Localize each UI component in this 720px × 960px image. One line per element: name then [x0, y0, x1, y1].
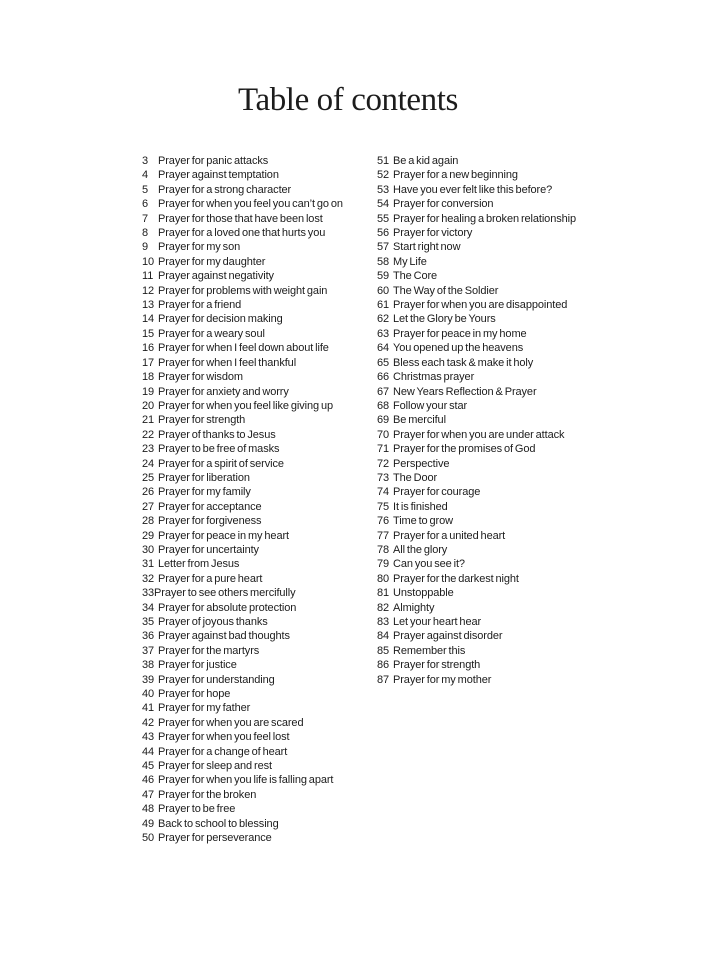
toc-entry-page-number: 11 — [142, 270, 154, 283]
toc-entry — [377, 255, 607, 269]
toc-entry-title: Prayer for when I feel down about life — [158, 342, 329, 355]
toc-entry — [142, 701, 377, 715]
toc-entry-page-number: 53 — [377, 183, 390, 196]
toc-entry — [142, 356, 377, 370]
toc-entry — [377, 629, 607, 643]
toc-entry — [142, 284, 377, 298]
toc-entry — [142, 687, 377, 701]
toc-entry-page-number: 7 — [142, 212, 149, 225]
toc-entry — [142, 413, 377, 427]
toc-columns — [142, 154, 607, 846]
toc-entry — [142, 255, 377, 269]
toc-entry — [377, 413, 607, 427]
toc-entry-page-number: 54 — [377, 198, 390, 211]
toc-entry-title: Prayer for when you feel lost — [158, 731, 290, 744]
toc-entry-title: Prayer for when you are scared — [158, 716, 304, 729]
toc-entry-title: Prayer for a strong character — [158, 183, 292, 196]
toc-entry-title: Prayer to be free of masks — [158, 443, 280, 456]
toc-entry — [377, 644, 607, 658]
toc-entry — [377, 312, 607, 326]
toc-entry-page-number: 37 — [142, 644, 155, 657]
toc-entry — [142, 269, 377, 283]
toc-entry — [142, 773, 377, 787]
toc-entry-page-number: 24 — [142, 457, 155, 470]
toc-entry-page-number: 56 — [377, 227, 390, 240]
toc-entry-title: Prayer for hope — [158, 688, 231, 701]
toc-column-left — [142, 154, 377, 846]
toc-entry-page-number: 82 — [377, 601, 390, 614]
toc-entry-title: Prayer for the broken — [158, 788, 257, 801]
toc-entry-page-number: 68 — [377, 399, 390, 412]
toc-entry-title: Prayer for healing a broken relationship — [393, 212, 577, 225]
toc-entry — [377, 442, 607, 456]
toc-entry-page-number: 46 — [142, 774, 155, 787]
toc-entry-title: Prayer for a change of heart — [158, 745, 288, 758]
toc-entry-title: Almighty — [393, 601, 435, 614]
toc-entry — [377, 168, 607, 182]
toc-entry — [142, 442, 377, 456]
toc-entry-title: Prayer for justice — [158, 659, 237, 672]
toc-entry-page-number: 34 — [142, 601, 155, 614]
toc-entry-title: Prayer for panic attacks — [158, 155, 269, 167]
toc-entry-page-number: 67 — [377, 385, 390, 398]
toc-entry-title: Prayer for a weary soul — [158, 327, 265, 340]
toc-entry-title: Prayer against disorder — [393, 630, 503, 643]
toc-entry-page-number: 66 — [377, 371, 390, 384]
toc-entry-title: Let the Glory be Yours — [393, 313, 496, 326]
toc-entry-page-number: 58 — [377, 255, 390, 268]
toc-entry — [377, 514, 607, 528]
toc-entry-page-number: 70 — [377, 428, 390, 441]
toc-entry — [142, 557, 377, 571]
toc-entry — [377, 658, 607, 672]
toc-entry-title: Christmas prayer — [393, 371, 475, 384]
toc-entry-title: Prayer for peace in my heart — [158, 529, 289, 542]
toc-entry-title: Prayer for when you are under attack — [393, 428, 565, 441]
toc-entry-title: Start right now — [393, 241, 461, 254]
toc-entry-title: Prayer for my daughter — [158, 255, 266, 268]
toc-entry — [142, 601, 377, 615]
toc-entry — [142, 500, 377, 514]
toc-entry — [142, 658, 377, 672]
toc-entry — [142, 240, 377, 254]
toc-entry-page-number: 35 — [142, 616, 155, 628]
toc-entry-title: The Door — [393, 471, 438, 484]
toc-entry-page-number: 84 — [377, 630, 390, 643]
toc-entry-title: Prayer for the promises of God — [393, 443, 536, 456]
toc-entry-page-number: 21 — [142, 414, 155, 427]
toc-entry — [142, 428, 377, 442]
toc-entry-page-number: 41 — [142, 702, 155, 715]
toc-entry — [142, 514, 377, 528]
toc-entry-page-number: 26 — [142, 486, 155, 499]
toc-entry-page-number: 42 — [142, 716, 155, 729]
toc-entry-page-number: 47 — [142, 788, 155, 801]
toc-entry-title: Prayer for problems with weight gain — [158, 284, 328, 297]
toc-entry-title: The Way of the Soldier — [393, 284, 499, 297]
toc-entry-title: Prayer for understanding — [158, 673, 275, 686]
toc-entry-page-number: 25 — [142, 471, 155, 484]
toc-entry-page-number: 17 — [142, 356, 155, 369]
toc-entry-page-number: 29 — [142, 529, 155, 542]
toc-entry — [142, 471, 377, 485]
toc-entry — [377, 212, 607, 226]
toc-entry — [377, 557, 607, 571]
toc-entry — [142, 312, 377, 326]
page-title: Table of contents — [238, 82, 458, 118]
toc-entry — [142, 572, 377, 586]
toc-entry-title: Prayer for when you feel you can’t go on — [158, 198, 343, 211]
toc-entry-title: Prayer for when you life is falling apart — [158, 774, 334, 787]
toc-entry-page-number: 73 — [377, 471, 390, 484]
toc-entry-page-number: 78 — [377, 543, 390, 556]
toc-entry-title: Prayer for perseverance — [158, 832, 272, 845]
toc-entry — [142, 788, 377, 802]
toc-entry — [142, 298, 377, 312]
toc-entry-title: Prayer for a loved one that hurts you — [158, 227, 326, 240]
toc-entry — [142, 168, 377, 182]
toc-entry-title: Unstoppable — [393, 587, 454, 600]
toc-entry-title: Prayer of joyous thanks — [158, 616, 268, 628]
toc-entry-title: Prayer for sleep and rest — [158, 760, 272, 773]
toc-entry-title: Be merciful — [393, 414, 446, 427]
toc-entry — [377, 543, 607, 557]
toc-entry-page-number: 72 — [377, 457, 390, 470]
toc-entry-title: You opened up the heavens — [393, 342, 524, 355]
toc-entry — [377, 457, 607, 471]
toc-entry — [377, 586, 607, 600]
toc-entry-page-number: 57 — [377, 241, 390, 254]
toc-entry-page-number: 44 — [142, 745, 155, 758]
toc-entry-title: Prayer for my father — [158, 702, 251, 715]
toc-entry-page-number: 62 — [377, 313, 390, 326]
toc-entry — [142, 615, 377, 629]
toc-entry-page-number: 75 — [377, 500, 390, 513]
toc-entry — [377, 428, 607, 442]
toc-entry-title: Prayer for peace in my home — [393, 327, 527, 340]
toc-entry-title: Perspective — [393, 457, 450, 470]
toc-entry-page-number: 33 — [142, 587, 155, 600]
toc-entry-page-number: 48 — [142, 803, 155, 816]
toc-entry-page-number: 55 — [377, 212, 390, 225]
toc-entry-page-number: 10 — [142, 255, 155, 268]
toc-entry-title: Follow your star — [393, 399, 468, 412]
toc-entry — [377, 673, 607, 687]
toc-entry — [142, 197, 377, 211]
toc-entry-page-number: 38 — [142, 659, 155, 672]
toc-entry-page-number: 32 — [142, 572, 155, 585]
toc-entry-page-number: 69 — [377, 414, 390, 427]
toc-entry-page-number: 71 — [377, 443, 390, 456]
toc-entry — [377, 601, 607, 615]
toc-entry-title: Prayer for acceptance — [158, 500, 262, 513]
toc-entry-page-number: 23 — [142, 443, 155, 456]
toc-entry-title: Back to school to blessing — [158, 817, 279, 830]
toc-entry-title: Prayer for when I feel thankful — [158, 356, 297, 369]
toc-entry-title: Prayer for the martyrs — [158, 644, 260, 657]
toc-entry-title: Prayer for wisdom — [158, 371, 243, 384]
toc-entry — [142, 226, 377, 240]
toc-entry-title: Prayer for a united heart — [393, 529, 506, 542]
toc-entry-page-number: 64 — [377, 342, 390, 355]
toc-entry — [142, 586, 377, 600]
toc-entry — [142, 385, 377, 399]
toc-entry-title: The Core — [393, 270, 438, 283]
toc-entry-page-number: 76 — [377, 515, 390, 528]
toc-entry-page-number: 3 — [142, 155, 149, 167]
toc-entry — [142, 831, 377, 845]
toc-entry-page-number: 39 — [142, 673, 155, 686]
toc-entry-page-number: 52 — [377, 169, 390, 182]
toc-entry-title: Prayer against bad thoughts — [158, 630, 290, 643]
toc-entry-title: Let your heart hear — [393, 616, 482, 628]
toc-entry-page-number: 83 — [377, 616, 390, 628]
toc-entry-page-number: 87 — [377, 673, 390, 686]
toc-entry — [377, 356, 607, 370]
toc-entry — [142, 327, 377, 341]
toc-entry-title: Prayer against negativity — [158, 270, 274, 283]
toc-entry-title: Prayer for when you feel like giving up — [158, 399, 333, 412]
toc-entry-title: Prayer for liberation — [158, 471, 250, 484]
toc-entry — [142, 745, 377, 759]
toc-entry-title: All the glory — [393, 543, 448, 556]
toc-entry — [377, 154, 607, 168]
toc-entry-title: Be a kid again — [393, 155, 459, 167]
toc-entry-page-number: 74 — [377, 486, 390, 499]
toc-entry-page-number: 61 — [377, 299, 390, 312]
toc-column-right — [377, 154, 607, 687]
toc-entry-page-number: 12 — [142, 284, 155, 297]
toc-entry — [377, 485, 607, 499]
toc-entry-page-number: 51 — [377, 155, 390, 167]
toc-entry-title: Prayer for the darkest night — [393, 572, 519, 585]
toc-entry-title: Prayer for courage — [393, 486, 481, 499]
toc-entry-title: Have you ever felt like this before? — [393, 183, 553, 196]
toc-entry-page-number: 81 — [377, 587, 390, 600]
toc-entry — [377, 327, 607, 341]
toc-entry — [142, 154, 377, 168]
toc-entry — [377, 284, 607, 298]
toc-entry-title: Prayer for uncertainty — [158, 543, 259, 556]
toc-entry-page-number: 16 — [142, 342, 155, 355]
toc-entry-title: It is finished — [393, 500, 448, 513]
toc-entry-title: Prayer for those that have been lost — [158, 212, 323, 225]
toc-entry-title: Prayer for a spirit of service — [158, 457, 284, 470]
toc-entry-title: Prayer for a friend — [158, 299, 242, 312]
toc-entry — [377, 385, 607, 399]
toc-entry — [377, 269, 607, 283]
toc-entry — [377, 572, 607, 586]
toc-entry-title: Prayer for conversion — [393, 198, 494, 211]
toc-entry-title: Prayer for a pure heart — [158, 572, 263, 585]
toc-entry — [377, 183, 607, 197]
toc-entry-title: Prayer for a new beginning — [393, 169, 518, 182]
toc-entry-page-number: 18 — [142, 371, 155, 384]
toc-entry-page-number: 60 — [377, 284, 390, 297]
toc-entry-page-number: 85 — [377, 644, 390, 657]
toc-entry-page-number: 80 — [377, 572, 390, 585]
toc-entry-page-number: 59 — [377, 270, 390, 283]
toc-entry — [142, 673, 377, 687]
toc-entry — [377, 615, 607, 629]
toc-entry — [377, 298, 607, 312]
toc-entry-page-number: 65 — [377, 356, 390, 369]
toc-entry-page-number: 13 — [142, 299, 155, 312]
toc-entry-title: Can you see it? — [393, 558, 465, 571]
toc-entry-title: Prayer for my mother — [393, 673, 492, 686]
toc-entry — [142, 759, 377, 773]
toc-entry-title: Prayer for my son — [158, 241, 241, 254]
toc-entry-page-number: 77 — [377, 529, 390, 542]
toc-entry-title: Prayer for decision making — [158, 313, 283, 326]
toc-entry — [142, 644, 377, 658]
toc-entry-page-number: 22 — [142, 428, 155, 441]
toc-entry — [377, 341, 607, 355]
toc-entry-title: Prayer for my family — [158, 486, 251, 499]
toc-entry-page-number: 30 — [142, 543, 155, 556]
toc-entry — [142, 485, 377, 499]
toc-entry — [377, 471, 607, 485]
toc-entry — [377, 226, 607, 240]
toc-entry-page-number: 20 — [142, 399, 155, 412]
toc-entry — [142, 341, 377, 355]
toc-entry-title: Letter from Jesus — [158, 558, 240, 571]
toc-entry-title: Remember this — [393, 644, 466, 657]
toc-entry — [142, 716, 377, 730]
toc-entry-page-number: 15 — [142, 327, 155, 340]
toc-entry-page-number: 5 — [142, 183, 149, 196]
toc-entry-page-number: 19 — [142, 385, 155, 398]
toc-entry — [377, 500, 607, 514]
toc-entry-page-number: 9 — [142, 241, 149, 254]
toc-entry-title: Prayer against temptation — [158, 169, 279, 182]
toc-entry-title: Time to grow — [393, 515, 453, 528]
toc-entry-title: Prayer for forgiveness — [158, 515, 262, 528]
toc-entry-page-number: 6 — [142, 198, 149, 211]
toc-entry-page-number: 86 — [377, 659, 390, 672]
toc-entry-title: Prayer for absolute protection — [158, 601, 297, 614]
toc-entry-page-number: 27 — [142, 500, 155, 513]
toc-entry-title: Prayer to see others mercifully — [154, 587, 296, 600]
toc-entry — [142, 629, 377, 643]
toc-entry-title: Prayer to be free — [158, 803, 236, 816]
toc-entry-page-number: 79 — [377, 558, 390, 571]
toc-entry-title: My Life — [393, 255, 427, 268]
toc-entry-page-number: 28 — [142, 515, 155, 528]
toc-entry-page-number: 31 — [142, 558, 155, 571]
toc-entry-page-number: 63 — [377, 327, 390, 340]
toc-entry-page-number: 45 — [142, 760, 155, 773]
toc-entry-page-number: 43 — [142, 731, 155, 744]
toc-entry — [142, 802, 377, 816]
toc-entry-page-number: 4 — [142, 169, 149, 182]
toc-entry-title: New Years Reflection & Prayer — [393, 385, 537, 398]
toc-entry-title: Prayer for strength — [158, 414, 246, 427]
toc-entry — [142, 543, 377, 557]
toc-entry-title: Prayer of thanks to Jesus — [158, 428, 276, 441]
toc-entry-page-number: 40 — [142, 688, 155, 701]
toc-entry-title: Prayer for victory — [393, 227, 473, 240]
toc-entry — [377, 399, 607, 413]
toc-entry-title: Prayer for when you are disappointed — [393, 299, 568, 312]
toc-entry — [142, 183, 377, 197]
toc-entry — [142, 457, 377, 471]
toc-entry-page-number: 36 — [142, 630, 155, 643]
toc-entry-title: Bless each task & make it holy — [393, 356, 534, 369]
toc-entry — [142, 212, 377, 226]
toc-entry — [377, 529, 607, 543]
toc-entry-page-number: 50 — [142, 832, 155, 845]
toc-entry — [142, 817, 377, 831]
toc-entry-page-number: 8 — [142, 227, 149, 240]
toc-entry — [142, 399, 377, 413]
toc-entry — [142, 370, 377, 384]
toc-entry — [142, 730, 377, 744]
toc-entry-page-number: 14 — [142, 313, 155, 326]
toc-entry-title: Prayer for strength — [393, 659, 481, 672]
toc-entry — [377, 197, 607, 211]
toc-entry — [142, 529, 377, 543]
toc-entry-page-number: 49 — [142, 817, 155, 830]
toc-entry — [377, 370, 607, 384]
toc-entry — [377, 240, 607, 254]
toc-entry-title: Prayer for anxiety and worry — [158, 385, 289, 398]
